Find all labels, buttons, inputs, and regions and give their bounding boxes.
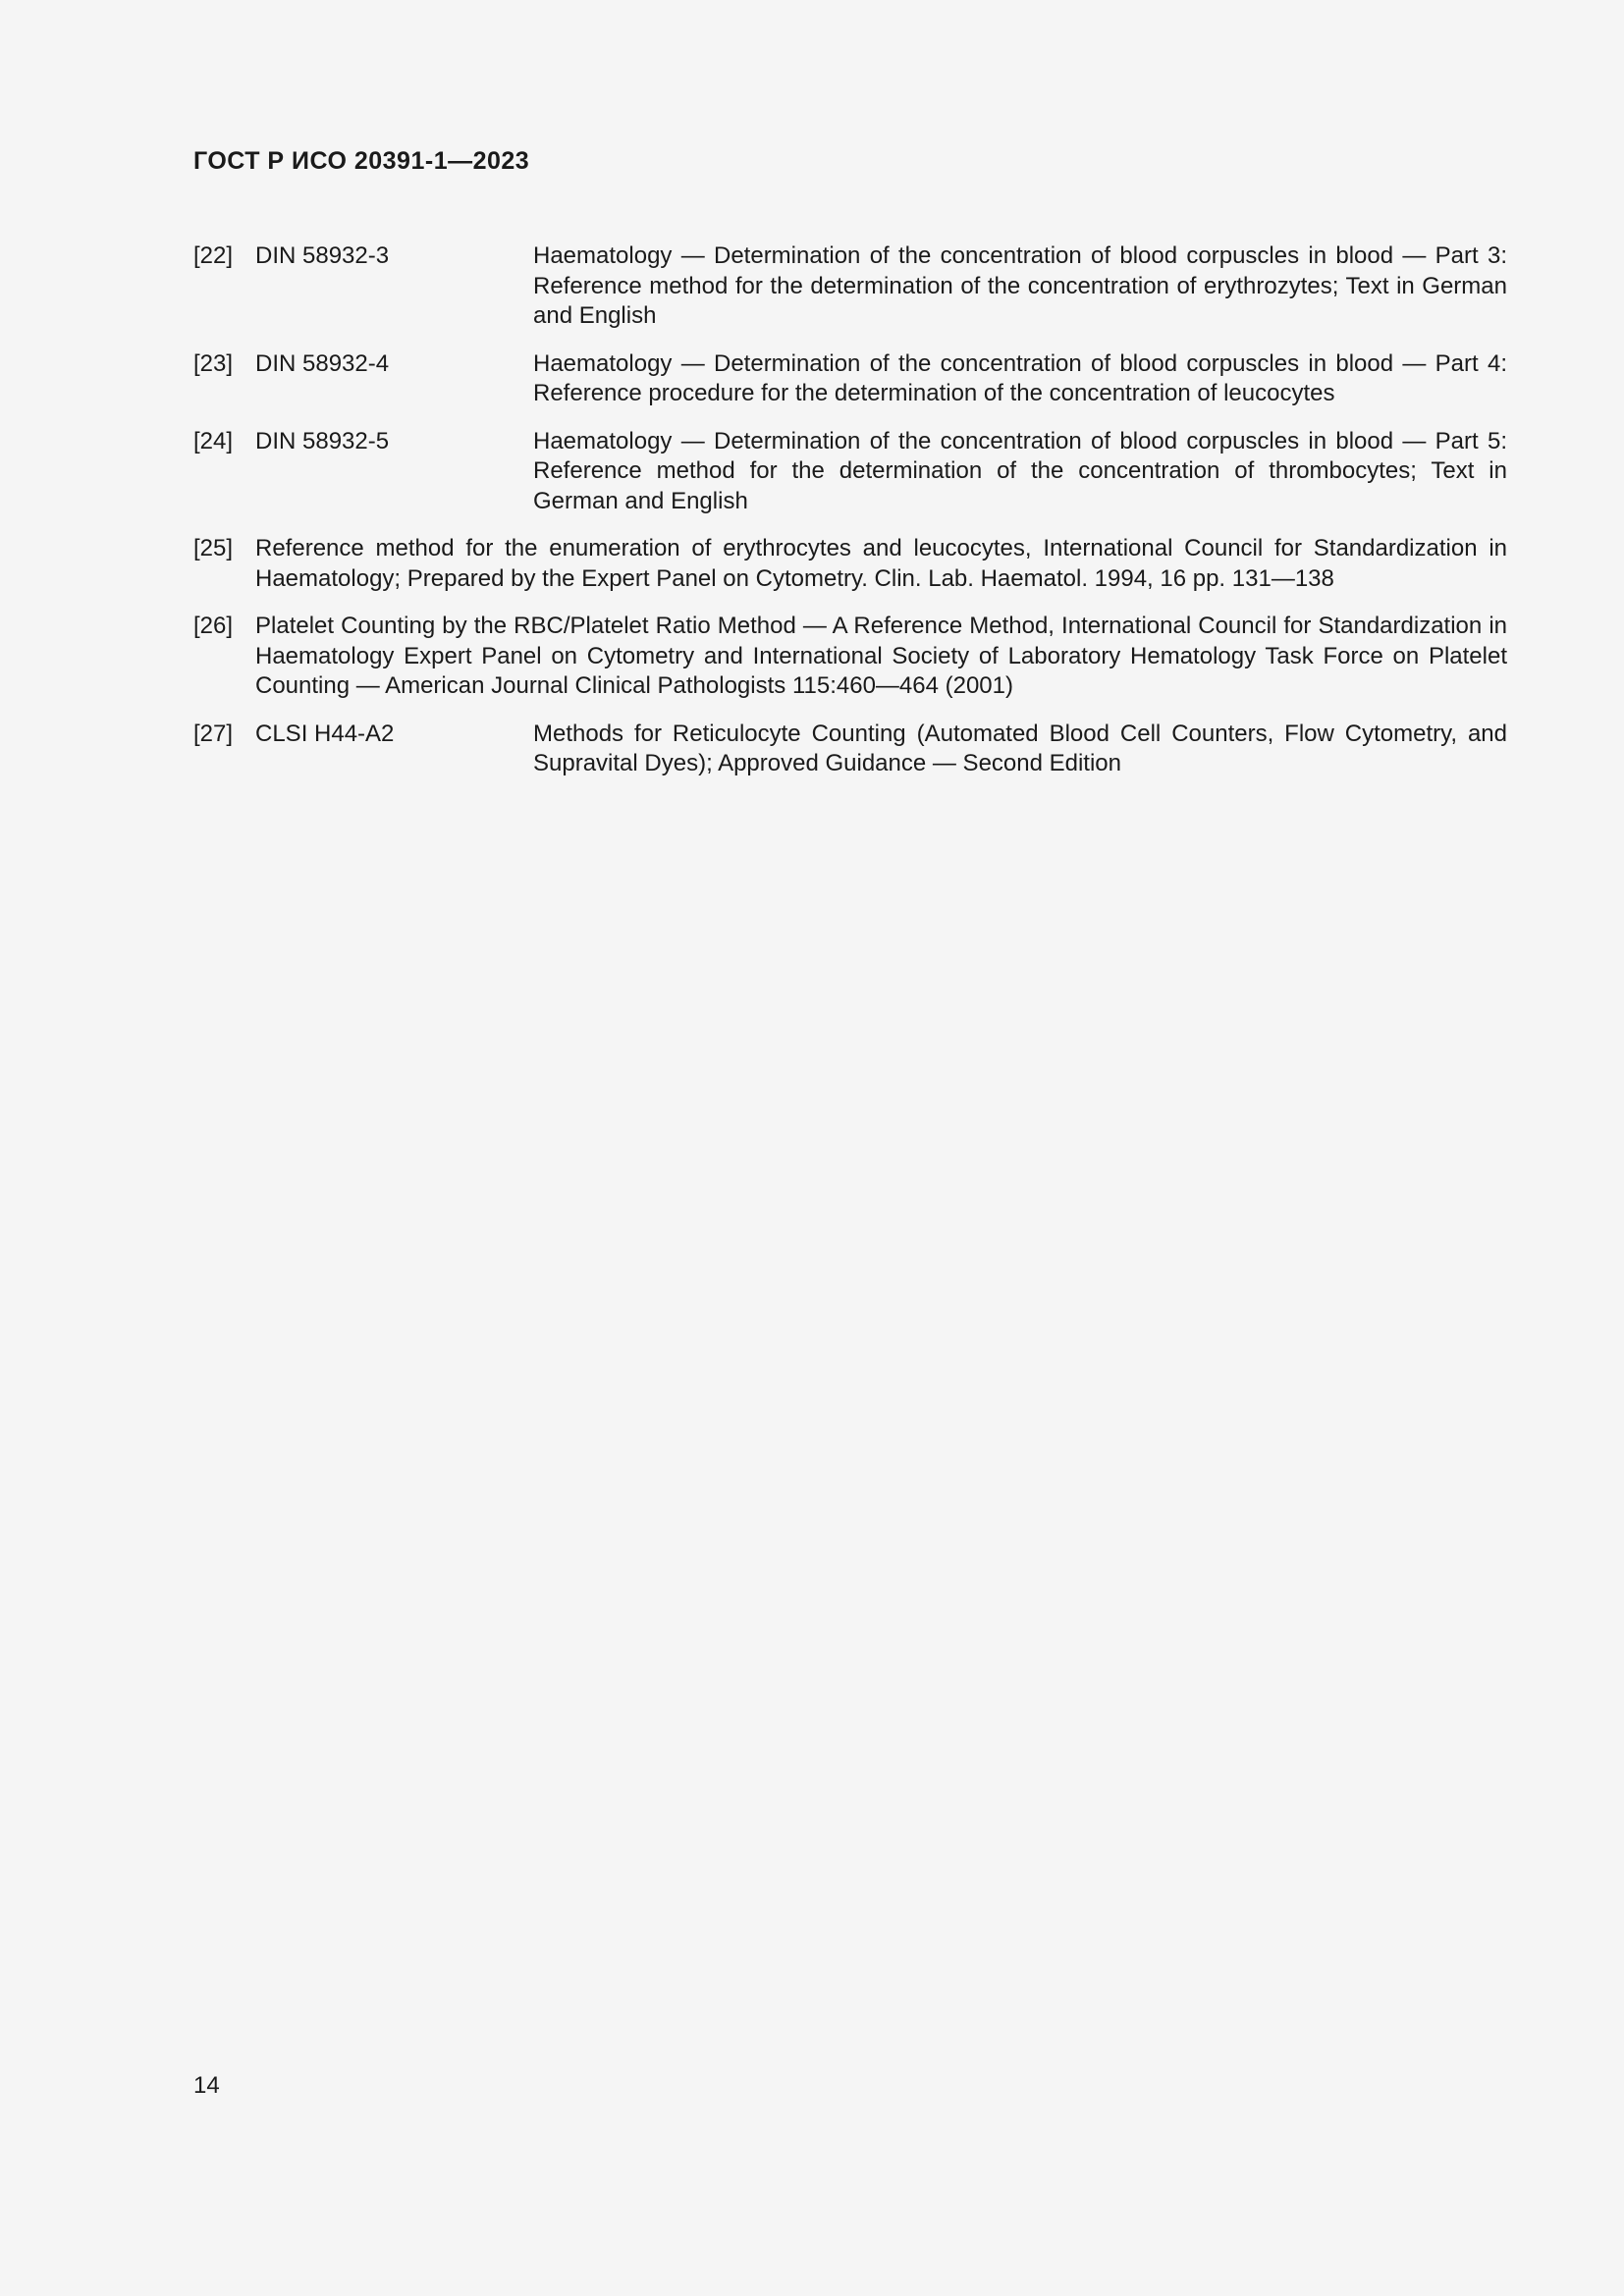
entry-number: [22] (193, 242, 234, 269)
bibliography-entry (193, 612, 1507, 702)
entry-code: DIN 58932-3 (255, 242, 390, 269)
page-header: ГОСТ Р ИСО 20391-1—2023 (193, 147, 530, 175)
entry-number: [23] (193, 349, 234, 377)
bibliography-entry (193, 720, 1507, 779)
bibliography-entry (193, 241, 1507, 332)
bibliography-entry (193, 534, 1507, 594)
entry-number: [25] (193, 535, 234, 561)
entry-title: Haematology — Determination of the concentration of blood corpuscles in blood — Part 4: Reference procedure for the determination of the concentration of leucocytes (533, 349, 1507, 406)
bibliography-list (193, 241, 1507, 797)
entry-number: [27] (193, 720, 234, 747)
entry-title: Haematology — Determination of the concentration of blood corpuscles in blood — Part 3: Reference method for the determination of the concentration of erythrozytes; Text in German and English (533, 242, 1507, 329)
page-number: 14 (193, 2072, 220, 2099)
entry-number: [26] (193, 613, 234, 639)
entry-title: Haematology — Determination of the concentration of blood corpuscles in blood — Part 5: Reference method for the determination of the concentration of thrombocytes; Text in German and English (533, 427, 1507, 514)
bibliography-entry (193, 427, 1507, 517)
entry-title: Methods for Reticulocyte Counting (Automated Blood Cell Counters, Flow Cytometry, and Supravital Dyes); Approved Guidance — Second Edition (533, 720, 1507, 776)
entry-number: [24] (193, 427, 234, 454)
entry-title: Reference method for the enumeration of erythrocytes and leucocytes, International Council for Standardization in Haematology; Prepared by the Expert Panel on Cytometry. Clin. Lab. Haematol. 1994, 16 pp. 131—138 (255, 535, 1507, 592)
entry-code: CLSI H44-A2 (255, 720, 395, 747)
entry-code: DIN 58932-4 (255, 349, 390, 377)
entry-code: DIN 58932-5 (255, 427, 390, 454)
entry-title: Platelet Counting by the RBC/Platelet Ratio Method — A Reference Method, International Council for Standardization in Haematology Expert Panel on Cytometry and International Society of Laboratory Hematology Task Force on Platelet Counting — American Journal Clinical Pathologists 115:460—464 (2001) (255, 613, 1507, 699)
bibliography-entry (193, 349, 1507, 409)
